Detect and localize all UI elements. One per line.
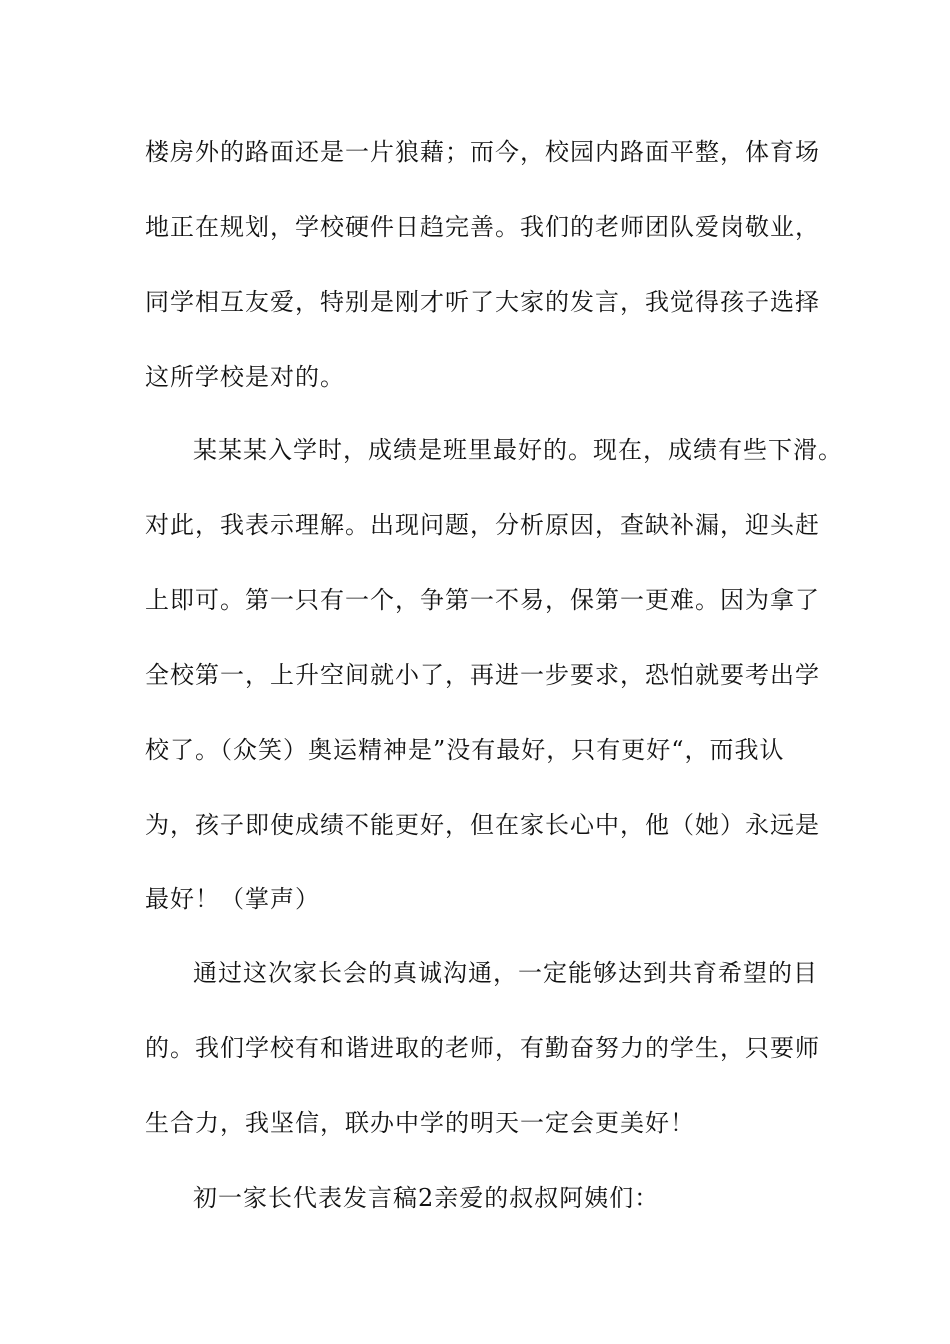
text-line: 同学相互友爱，特别是刚才听了大家的发言，我觉得孩子选择	[145, 288, 820, 316]
text-line: 最好！（掌声）	[145, 885, 320, 913]
text-line: 楼房外的路面还是一片狼藉；而今，校园内路面平整，体育场	[145, 138, 820, 166]
section-heading-line: 初一家长代表发言稿2亲爱的叔叔阿姨们：	[193, 1184, 660, 1212]
text-line: 上即可。第一只有一个，争第一不易，保第一更难。因为拿了	[145, 586, 820, 614]
text-line: 对此，我表示理解。出现问题，分析原因，查缺补漏，迎头赶	[145, 511, 820, 539]
text-line: 生合力，我坚信，联办中学的明天一定会更美好！	[145, 1109, 695, 1137]
text-line: 的。我们学校有和谐进取的老师，有勤奋努力的学生，只要师	[145, 1034, 820, 1062]
text-line: 为，孩子即使成绩不能更好，但在家长心中，他（她）永远是	[145, 811, 820, 839]
paragraph-first-line: 通过这次家长会的真诚沟通，一定能够达到共育希望的目	[193, 959, 818, 987]
text-line: 地正在规划，学校硬件日趋完善。我们的老师团队爱岗敬业，	[145, 213, 820, 241]
text-line: 全校第一，上升空间就小了，再进一步要求，恐怕就要考出学	[145, 661, 820, 689]
text-line: 校了。（众笑）奥运精神是”没有最好，只有更好“，而我认	[145, 736, 785, 764]
paragraph-first-line: 某某某入学时，成绩是班里最好的。现在，成绩有些下滑。	[193, 436, 843, 464]
text-line: 这所学校是对的。	[145, 363, 345, 391]
